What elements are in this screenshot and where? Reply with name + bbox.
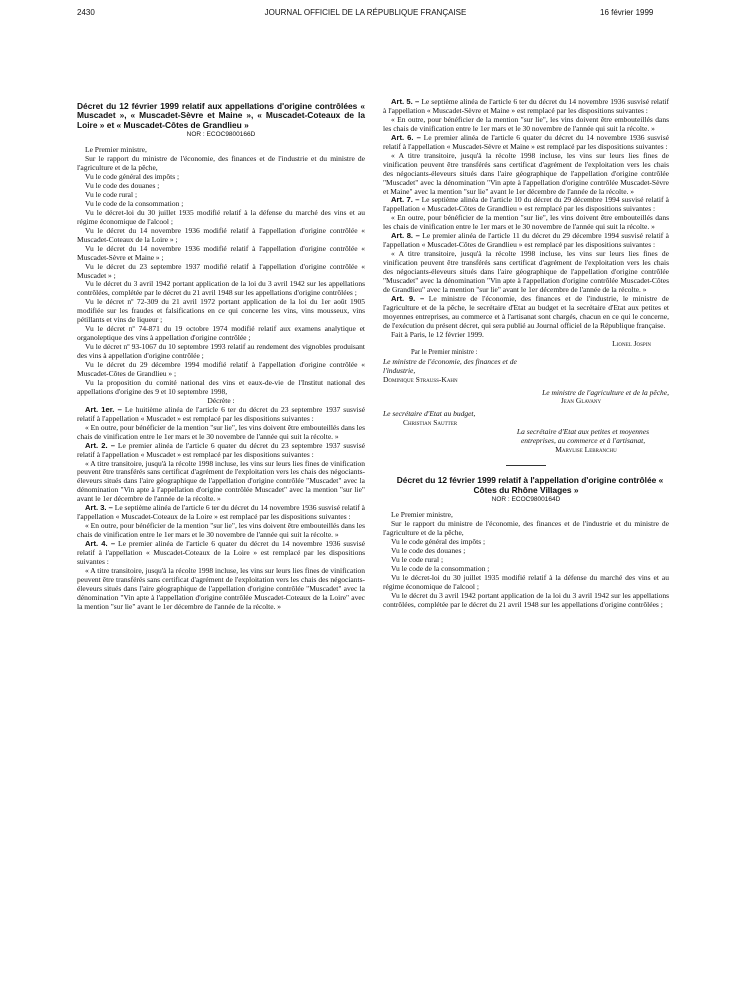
article-label: Art. 9. –	[391, 293, 425, 303]
article-quote: « En outre, pour bénéficier de la mention "sur lie", les vins doivent être embouteillés dans les chais de vinification entre le 1er mars et le 30 novembre de l'année qui suit la récolte. »	[383, 213, 669, 232]
decrete-label: Décrète :	[207, 395, 235, 405]
article-label: Art. 6. –	[391, 132, 421, 142]
article-quote: « En outre, pour bénéficier de la mention "sur lie", les vins doivent être embouteillés dans les chais de vinification entre le 1er mars et le 30 novembre de l'année qui suit la récolte. »	[77, 521, 365, 540]
decree1-nor: NOR : ECOC9800166D	[186, 131, 256, 139]
article-text: Le septième alinéa de l'article 6 ter du décret du 14 novembre 1936 susvisé relatif à l'appellation « Muscadet-Sèvre et Maine » est remplacé par les dispositions suivantes :	[383, 97, 670, 115]
separator-line	[506, 465, 546, 466]
pme-role: La secrétaire d'Etat aux petites et moyennes entreprises, au commerce et à l'artisanat,	[516, 427, 650, 446]
article-label: Art. 8. –	[391, 231, 420, 241]
article-quote: « A titre transitoire, jusqu'à la récolte 1998 incluse, les vins sur leurs lies fines de vinification peuvent être transférés sans certificat d'agrément de l'exploitation vers les chais des négociants-éleveurs situés dans l'aire géographique de l'appellation d'origine contrôlée "Muscadet" avec la dénomination "Vin apte à l'appellation d'origine contrôlée Muscadet-Coteaux de la Loire" avec la mention "sur lie" avant le 1er décembre de l'année de la récolte. »	[77, 565, 365, 611]
visa-paragraph: Vu le décret du 14 novembre 1936 modifié relatif à l'appellation d'origine contrôlée « Muscadet-Coteaux de la Loire » ;	[77, 225, 365, 244]
journal-title: JOURNAL OFFICIEL DE LA RÉPUBLIQUE FRANÇAISE	[264, 8, 467, 17]
visa-paragraph: Vu le décret-loi du 30 juillet 1935 modifié relatif à la défense du marché des vins et au régime économique de l'alcool ;	[383, 572, 669, 591]
visa-paragraph: Le Premier ministre,	[391, 510, 453, 520]
article-paragraph	[383, 134, 669, 152]
article-quote: « A titre transitoire, jusqu'à la récolte 1998 incluse, les vins sur leurs lies fines de vinification peuvent être transférés sans certificat d'agrément de l'exploitation vers les chais des négociants-éleveurs situés dans l'aire géographique de l'appellation d'origine contrôlée "Muscadet" avec la dénomination "Vin apte à l'appellation d'origine contrôlée Muscadet-Sèvre et Maine" avec la mention "sur lie" avant le 1er décembre de l'année de la récolte. »	[383, 150, 669, 196]
article-paragraph	[383, 98, 669, 116]
visa-paragraph: Vu le code de la consommation ;	[391, 564, 490, 574]
article-text: Le premier alinéa de l'article 6 quater du décret du 14 novembre 1936 susvisé relatif à l'appellation « Muscadet-Sèvre et Maine » est remplacé par les dispositions suivantes :	[383, 132, 669, 151]
right-column	[383, 98, 669, 610]
article-paragraph	[77, 442, 365, 460]
article-label: Art. 1er. –	[85, 404, 122, 414]
article-quote: « En outre, pour bénéficier de la mention "sur lie", les vins doivent être embouteillés dans les chais de vinification entre le 1er mars et le 30 novembre de l'année qui suit la récolte. »	[77, 422, 365, 441]
article-quote: « A titre transitoire, jusqu'à la récolte 1998 incluse, les vins sur leurs lies fines de vinification peuvent être transférés sans certificat d'agrément de l'exploitation vers les chais des négociants-éleveurs situés dans l'aire géographique de l'appellation d'origine contrôlée "Muscadet" avec la dénomination "Vin apte à l'appellation d'origine contrôlée Muscadet-Côtes de Grandlieu" avec la mention "sur lie" avant le 1er décembre de l'année de la récolte. »	[383, 249, 669, 295]
visa-paragraph: Vu le décret du 29 décembre 1994 modifié relatif à l'appellation d'origine contrôlée « Muscadet-Côtes de Grandlieu » ;	[77, 360, 365, 378]
article-paragraph	[383, 196, 669, 214]
page-header	[0, 6, 731, 20]
min-agri-role: Le ministre de l'agriculture et de la pêche,	[542, 387, 669, 397]
signature-pm: Lionel Jospin	[612, 338, 651, 348]
visa-paragraph: Vu le code général des impôts ;	[85, 172, 180, 182]
decree2-visas	[383, 511, 669, 609]
article-9	[383, 295, 669, 331]
article-text: Le septième alinéa de l'article 6 ter du décret du 14 novembre 1936 susvisé relatif à l'appellation « Muscadet-Coteaux de la Loire » est remplacé par les dispositions suivantes :	[77, 503, 365, 522]
visa-paragraph: Sur le rapport du ministre de l'économie, des finances et de l'industrie et du ministre de l'agriculture et de la pêche,	[77, 154, 365, 173]
left-column	[77, 102, 365, 612]
article-label: Art. 2. –	[85, 440, 115, 450]
article-paragraph	[77, 504, 365, 522]
article-text: Le premier alinéa de l'article 11 du décret du 29 décembre 1994 susvisé relatif à l'appellation « Muscadet-Côtes de Grandlieu » est remplacé par les dispositions suivantes :	[383, 231, 669, 250]
article-paragraph	[77, 406, 365, 424]
article-text: Le septième alinéa de l'article 10 du décret du 29 décembre 1994 susvisé relatif à l'appellation « Muscadet-Côtes de Grandlieu » est remplacé par les dispositions suivantes :	[383, 195, 669, 214]
article-label: Art. 5. –	[391, 97, 420, 106]
article-text: Le huitième alinéa de l'article 6 ter du décret du 23 septembre 1937 susvisé relatif à l'appellation « Muscadet » est remplacé par les dispositions suivantes :	[77, 404, 365, 423]
article-label: Art. 7. –	[391, 195, 420, 205]
visa-paragraph: Le Premier ministre,	[85, 145, 147, 155]
decree1-articles-right	[383, 98, 669, 295]
article-text: Le premier alinéa de l'article 6 quater du décret du 23 septembre 1937 susvisé relatif à l'appellation « Muscadet » est remplacé par les dispositions suivantes :	[77, 440, 365, 459]
article-text: Le ministre de l'économie, des finances et de l'industrie, le ministre de l'agriculture et de la pêche, le secrétaire d'Etat au budget et la secrétaire d'Etat aux petites et moyennes entreprises, au commerce et à l'artisanat sont chargés, chacun en ce qui le concerne, de l'exécution du présent décret, qui sera publié au Journal officiel de la République française.	[383, 293, 670, 330]
par-premier-ministre: Par le Premier ministre :	[411, 348, 478, 356]
visa-paragraph: Vu la proposition du comité national des vins et eaux-de-vie de l'Institut national des appellations d'origine des 9 et 10 septembre 1998,	[77, 377, 365, 396]
article-paragraph	[77, 540, 365, 567]
visa-paragraph: Vu le code des douanes ;	[391, 546, 466, 556]
visa-paragraph: Vu le décret nº 74-871 du 19 octobre 1974 modifié relatif aux examens analytique et organoleptique des vins à appellation d'origine contrôlée ;	[77, 324, 365, 343]
budget-name: Christian Sautter	[403, 418, 458, 428]
min-eco-name: Dominique Strauss-Kahn	[383, 374, 458, 384]
decree2-nor: NOR : ECOC9800164D	[491, 496, 561, 504]
visa-paragraph: Vu le décret du 3 avril 1942 portant application de la loi du 3 avril 1942 sur les appellations contrôlées, complétée par le décret du 21 avril 1948 sur les appellations d'origine contrôlées ;	[77, 279, 365, 298]
decree2-title: Décret du 12 février 1999 relatif à l'appellation d'origine contrôlée « Côtes du Rhône Villages »	[396, 475, 664, 495]
fait-a-paris: Fait à Paris, le 12 février 1999.	[391, 329, 484, 339]
article-text: Le premier alinéa de l'article 6 quater du décret du 14 novembre 1936 susvisé relatif à l'appellation « Muscadet-Coteaux de la Loire » est remplacé par les dispositions suivantes :	[77, 539, 365, 567]
min-eco-role: Le ministre de l'économie, des finances et de l'industrie,	[383, 356, 517, 375]
article-quote: « A titre transitoire, jusqu'à la récolte 1998 incluse, les vins sur leurs lies fines de vinification peuvent être transférés sans certificat d'agrément de l'exploitation vers les chais des négociants-éleveurs situés dans l'aire géographique de l'appellation d'origine contrôlée "Muscadet" avec la dénomination "Vin apte à l'appellation d'origine contrôlée Muscadet" avec la mention "sur lie" avant le 1er décembre de l'année de la récolte. »	[77, 458, 365, 504]
budget-role: Le secrétaire d'Etat au budget,	[383, 409, 476, 419]
decree1-title: Décret du 12 février 1999 relatif aux appellations d'origine contrôlées « Muscadet », « Muscadet-Sèvre et Maine », « Muscadet-Coteaux de la Loire » et « Muscadet-Côtes de Grandlieu »	[77, 101, 365, 130]
article-paragraph	[383, 232, 669, 250]
min-agri-name: Jean Glavany	[560, 396, 602, 406]
visa-paragraph: Vu le décret nº 93-1067 du 10 septembre 1993 relatif au rendement des vignobles produisant des vins à appellation d'origine contrôlée ;	[77, 342, 365, 361]
visa-paragraph: Vu le code rural ;	[85, 189, 138, 199]
visa-paragraph: Vu le code de la consommation ;	[85, 198, 184, 208]
visa-paragraph: Sur le rapport du ministre de l'économie, des finances et de l'industrie et du ministre de l'agriculture et de la pêche,	[383, 519, 669, 538]
decree1-articles-left	[77, 406, 365, 612]
visa-paragraph: Vu le code rural ;	[391, 555, 444, 565]
visa-paragraph: Vu le décret du 14 novembre 1936 modifié relatif à l'appellation d'origine contrôlée « Muscadet-Sèvre et Maine » ;	[77, 243, 365, 262]
visa-paragraph: Vu le décret du 3 avril 1942 portant application de la loi du 3 avril 1942 sur les appellations contrôlées, complétée par le décret du 21 avril 1948 sur les appellations d'origine contrôlées ;	[383, 590, 669, 609]
page-number: 2430	[77, 8, 95, 17]
issue-date: 16 février 1999	[600, 8, 654, 17]
decree1-visas	[77, 146, 365, 397]
visa-paragraph: Vu le décret du 23 septembre 1937 modifié relatif à l'appellation d'origine contrôlée « Muscadet » ;	[77, 261, 365, 280]
article-label: Art. 3. –	[85, 503, 113, 513]
pme-name: Marylise Lebranchu	[555, 445, 617, 455]
article-quote: « En outre, pour bénéficier de la mention "sur lie", les vins doivent être embouteillés dans les chais de vinification entre le 1er mars et le 30 novembre de l'année qui suit la récolte. »	[383, 114, 669, 133]
visa-paragraph: Vu le code général des impôts ;	[391, 537, 486, 547]
visa-paragraph: Vu le code des douanes ;	[85, 180, 160, 190]
visa-paragraph: Vu le décret nº 72-309 du 21 avril 1972 portant application de la loi du 1er août 1905 modifiée sur les fraudes et falsifications en ce qui concerne les vins, vins mousseux, vins pétillants et vins de liqueur ;	[77, 297, 365, 325]
article-label: Art. 4. –	[85, 539, 116, 549]
visa-paragraph: Vu le décret-loi du 30 juillet 1935 modifié relatif à la défense du marché des vins et au régime économique de l'alcool ;	[77, 207, 365, 226]
